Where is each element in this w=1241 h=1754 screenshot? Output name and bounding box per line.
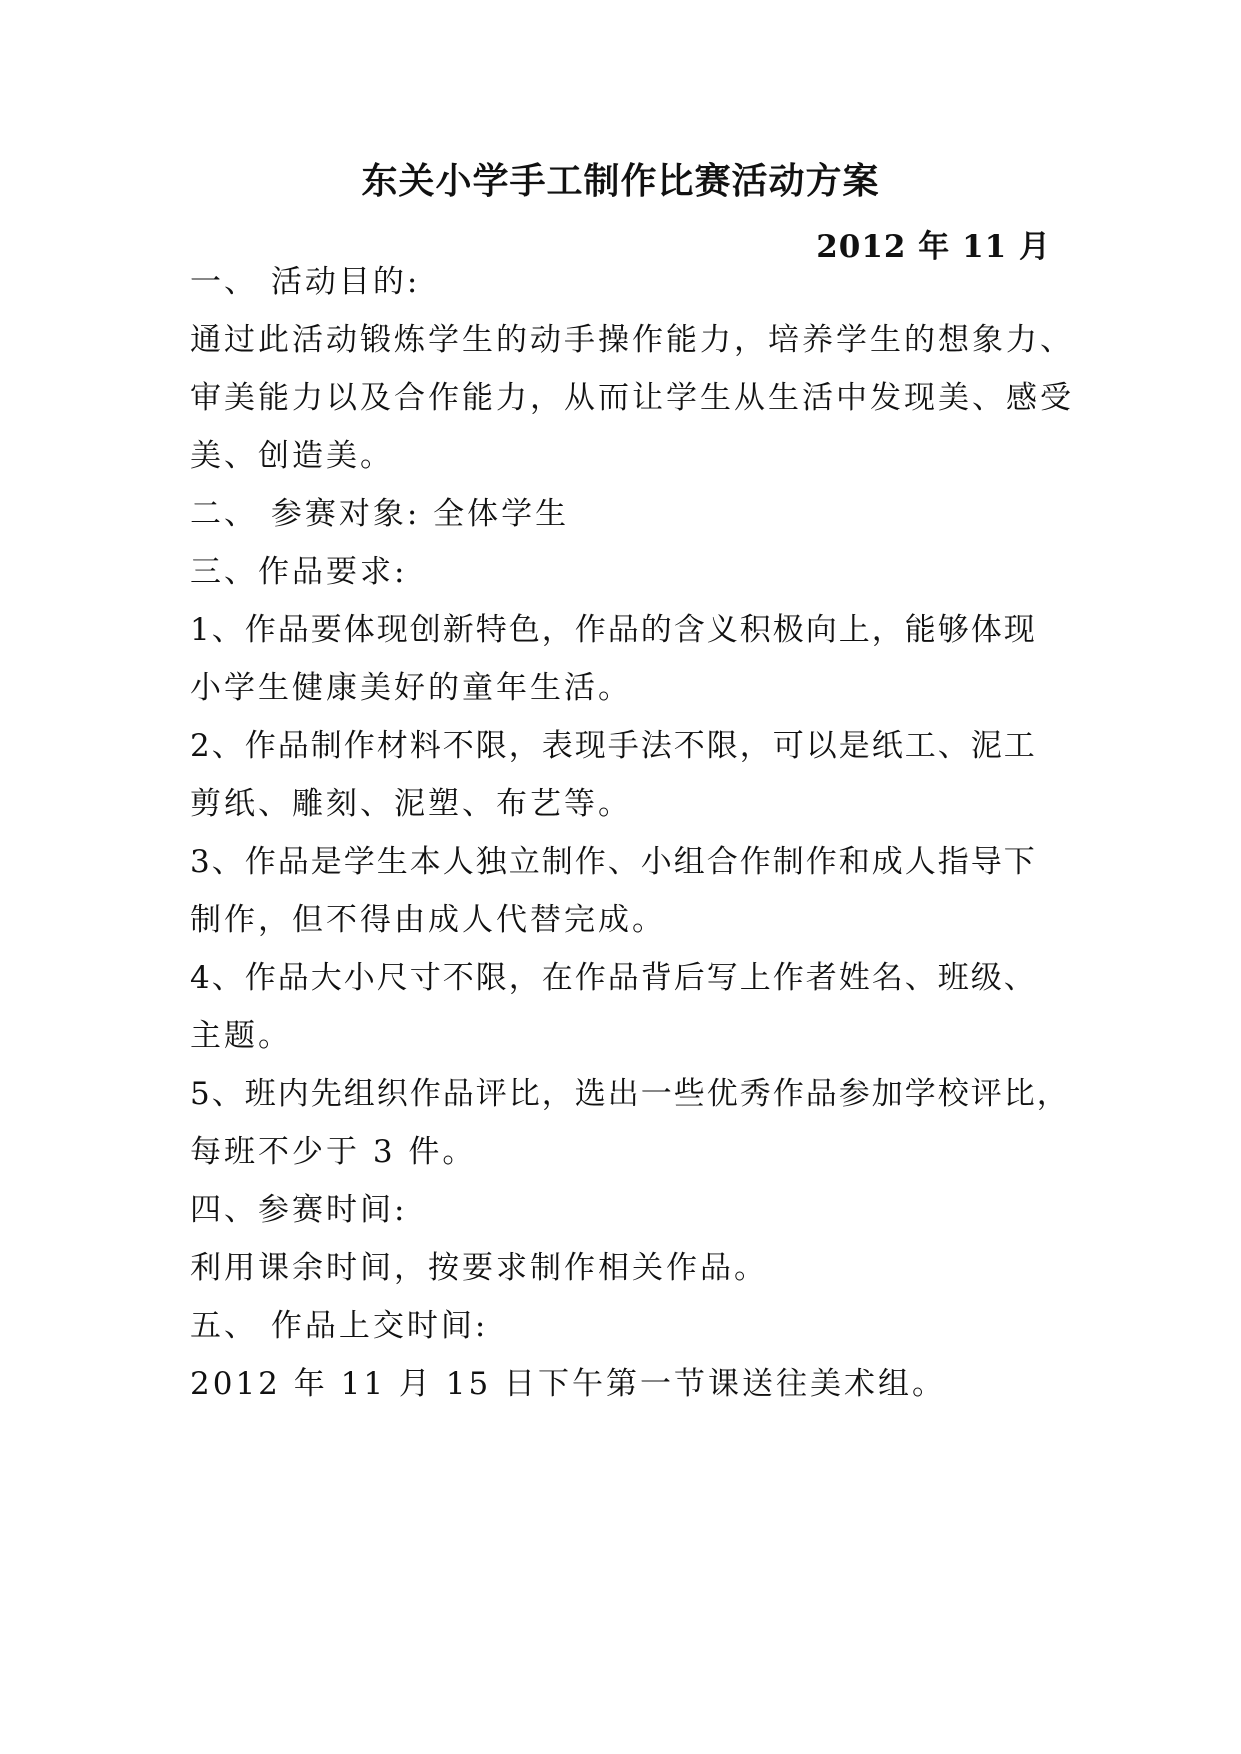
paragraph-line: 美、创造美。 <box>190 438 394 474</box>
section-heading-time: 四、参赛时间: <box>190 1192 408 1228</box>
document-date: 2012 年 11 月 <box>816 229 1051 265</box>
paragraph-line: 审美能力以及合作能力，从而让学生从生活中发现美、感受 <box>190 380 1074 416</box>
requirement-item-2: 2、作品制作材料不限，表现手法不限，可以是纸工、泥工 <box>190 728 1037 764</box>
paragraph-line: 通过此活动锻炼学生的动手操作能力，培养学生的想象力、 <box>190 322 1074 358</box>
paragraph-line: 每班不少于 3 件。 <box>190 1134 477 1170</box>
paragraph-line: 小学生健康美好的童年生活。 <box>190 670 632 706</box>
paragraph-line: 主题。 <box>190 1018 292 1054</box>
document-title: 东关小学手工制作比赛活动方案 <box>361 161 880 202</box>
requirement-item-3: 3、作品是学生本人独立制作、小组合作制作和成人指导下 <box>190 844 1037 880</box>
requirement-item-1: 1、作品要体现创新特色，作品的含义积极向上，能够体现 <box>190 612 1037 648</box>
paragraph-line: 剪纸、雕刻、泥塑、布艺等。 <box>190 786 632 822</box>
paragraph-line: 利用课余时间，按要求制作相关作品。 <box>190 1250 768 1286</box>
section-heading-participants: 二、 参赛对象: 全体学生 <box>190 496 570 532</box>
requirement-item-4: 4、作品大小尺寸不限，在作品背后写上作者姓名、班级、 <box>190 960 1037 996</box>
requirement-item-5: 5、班内先组织作品评比，选出一些优秀作品参加学校评比， <box>190 1076 1070 1112</box>
paragraph-line: 2012 年 11 月 15 日下午第一节课送往美术组。 <box>190 1366 947 1402</box>
section-heading-requirements: 三、作品要求: <box>190 554 408 590</box>
paragraph-line: 制作，但不得由成人代替完成。 <box>190 902 666 938</box>
section-heading-purpose: 一、 活动目的: <box>190 264 421 300</box>
section-heading-submission: 五、 作品上交时间: <box>190 1308 489 1344</box>
